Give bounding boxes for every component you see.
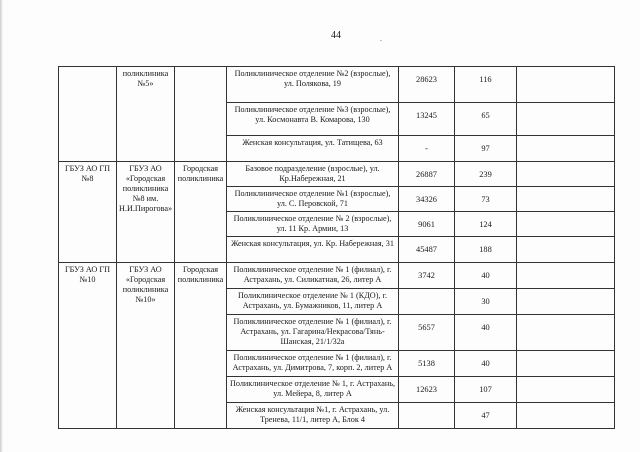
population-cell: [399, 403, 455, 429]
empty-cell: [517, 162, 615, 187]
empty-cell: [517, 237, 615, 263]
capacity-cell: 40: [455, 351, 517, 377]
population-cell: 3742: [399, 263, 455, 289]
department-cell: Базовое подразделение (взрослые), ул. Кр.Набережная, 21: [227, 162, 399, 187]
capacity-cell: 47: [455, 403, 517, 429]
capacity-cell: 107: [455, 377, 517, 403]
table-row: [59, 263, 615, 289]
department-cell: Поликлиническое отделение № 1 (филиал), г. Астрахань, ул. Димитрова, 7, корп. 2, литер А: [227, 351, 399, 377]
clinic-table: [58, 66, 615, 429]
scan-mark: .: [380, 34, 382, 43]
population-cell: 9061: [399, 212, 455, 237]
org-type-cell: Городская поликлиника: [175, 162, 227, 263]
department-cell: Женская консультация №1, г. Астрахань, ул. Тренева, 11/1, литер А, Блок 4: [227, 403, 399, 429]
department-cell: Поликлиническое отделение №3 (взрослые), ул. Космонавта В. Комарова, 130: [227, 103, 399, 136]
department-cell: Женская консультация, ул. Кр. Набережная, 31: [227, 237, 399, 263]
empty-cell: [517, 103, 615, 136]
capacity-cell: 40: [455, 263, 517, 289]
capacity-cell: 188: [455, 237, 517, 263]
department-cell: Поликлиническое отделение №2 (взрослые), ул. Полякова, 19: [227, 67, 399, 103]
population-cell: 34326: [399, 187, 455, 212]
population-cell: 12623: [399, 377, 455, 403]
org-full-cell: ГБУЗ АО «Городская поликлиника №10»: [117, 263, 175, 429]
org-type-cell: Городская поликлиника: [175, 263, 227, 429]
empty-cell: [517, 67, 615, 103]
org-short-cell: ГБУЗ АО ГП №10: [59, 263, 117, 429]
page-number: 44: [331, 30, 341, 41]
capacity-cell: 239: [455, 162, 517, 187]
empty-cell: [517, 403, 615, 429]
empty-cell: [517, 289, 615, 315]
org-type-cell: [175, 67, 227, 162]
empty-cell: [517, 187, 615, 212]
empty-cell: [517, 377, 615, 403]
capacity-cell: 73: [455, 187, 517, 212]
population-cell: -: [399, 136, 455, 162]
scan-edge-shadow: [0, 0, 3, 452]
department-cell: Поликлиническое отделение № 1 (филиал), г. Астрахань, ул. Силикатная, 26, литер А: [227, 263, 399, 289]
department-cell: Поликлиническое отделение №1 (взрослые), ул. С. Перовской, 71: [227, 187, 399, 212]
empty-cell: [517, 136, 615, 162]
department-cell: Поликлиническое отделение № 1 (филиал), г. Астрахань, ул. Гагарина/Некрасова/Тянь-Шанская, 21/1/32а: [227, 315, 399, 351]
org-short-cell: ГБУЗ АО ГП №8: [59, 162, 117, 263]
population-cell: 28623: [399, 67, 455, 103]
population-cell: [399, 289, 455, 315]
capacity-cell: 30: [455, 289, 517, 315]
capacity-cell: 116: [455, 67, 517, 103]
department-cell: Женская консультация, ул. Татищева, 63: [227, 136, 399, 162]
empty-cell: [517, 212, 615, 237]
capacity-cell: 97: [455, 136, 517, 162]
department-cell: Поликлиническое отделение № 1 (КДО), г. Астрахань, ул. Бумажников, 11, литер А: [227, 289, 399, 315]
population-cell: 5138: [399, 351, 455, 377]
population-cell: 13245: [399, 103, 455, 136]
capacity-cell: 124: [455, 212, 517, 237]
org-full-cell: ГБУЗ АО «Городская поликлиника №8 им. Н.И.Пирогова»: [117, 162, 175, 263]
empty-cell: [517, 351, 615, 377]
department-cell: Поликлиническое отделение № 2 (взрослые), ул. 11 Кр. Армии, 13: [227, 212, 399, 237]
department-cell: Поликлиническое отделение № 1, г. Астрахань, ул. Мейера, 8, литер А: [227, 377, 399, 403]
population-cell: 5657: [399, 315, 455, 351]
table-row: [59, 67, 615, 103]
table-row: [59, 162, 615, 187]
capacity-cell: 40: [455, 315, 517, 351]
org-full-cell: поликлиника №5»: [117, 67, 175, 162]
org-short-cell: [59, 67, 117, 162]
empty-cell: [517, 263, 615, 289]
empty-cell: [517, 315, 615, 351]
population-cell: 45487: [399, 237, 455, 263]
population-cell: 26887: [399, 162, 455, 187]
capacity-cell: 65: [455, 103, 517, 136]
